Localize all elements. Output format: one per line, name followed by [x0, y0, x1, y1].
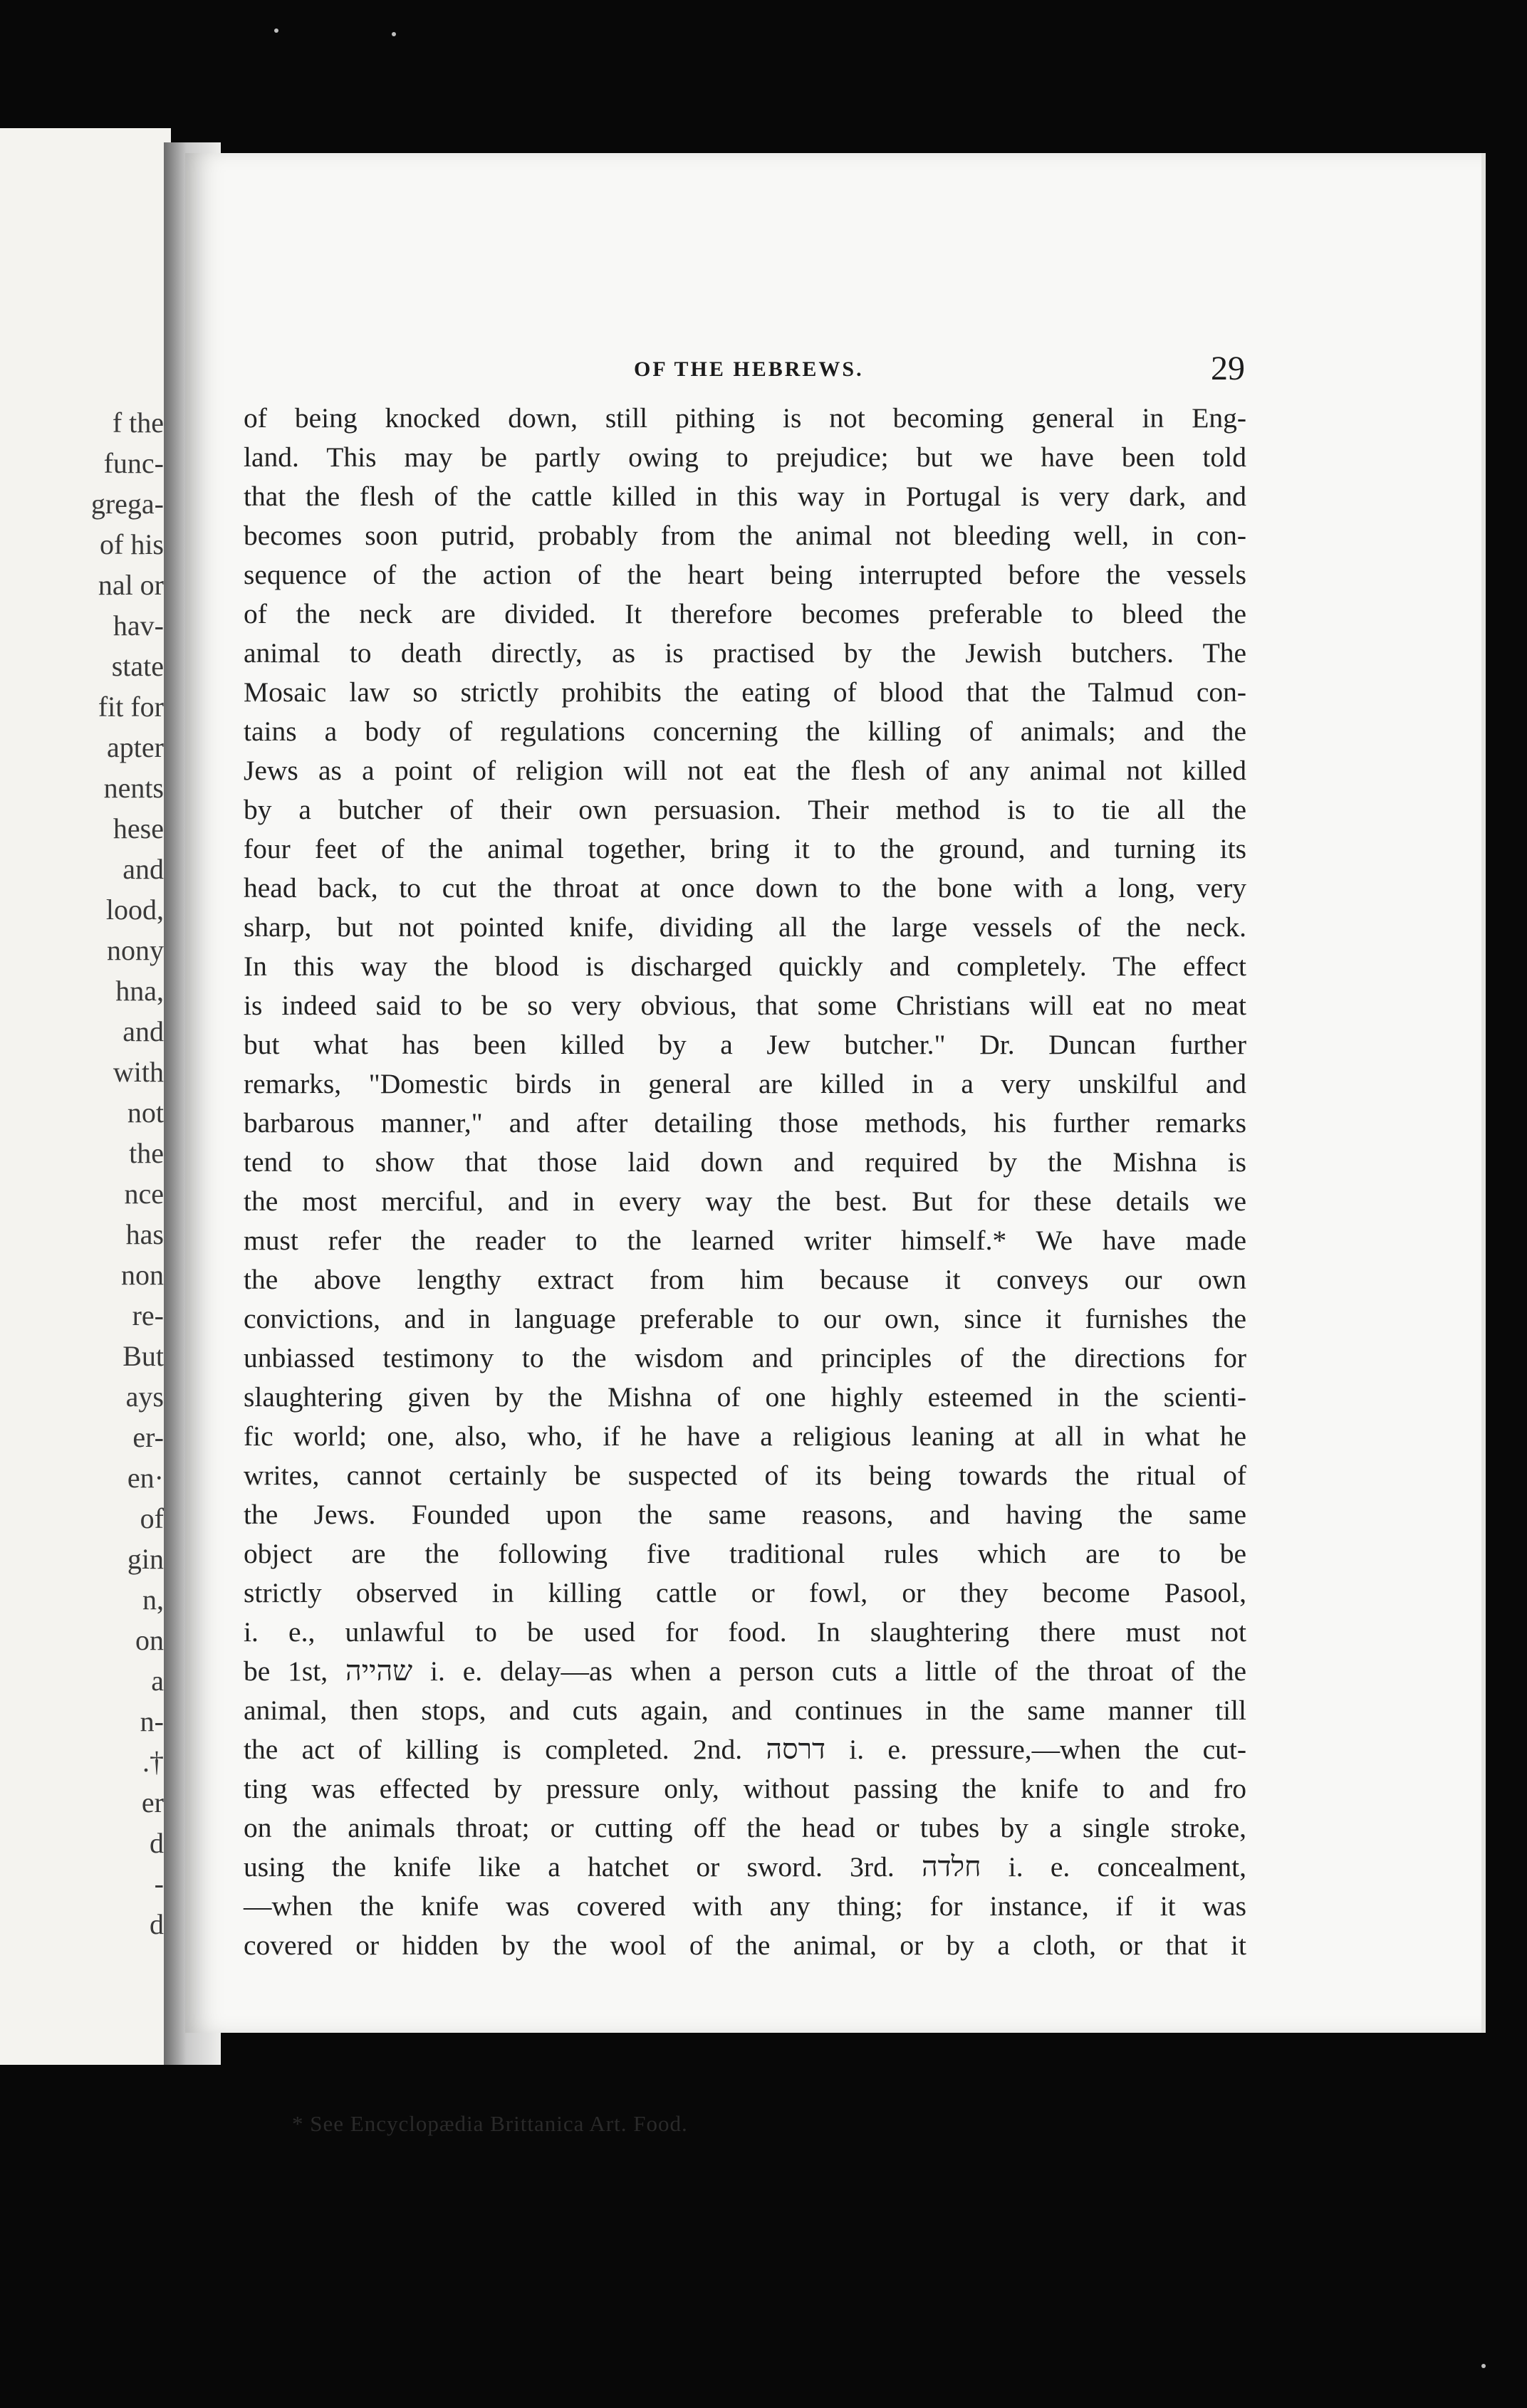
scan-speck [274, 28, 278, 33]
left-page-fragment: n- [140, 1705, 164, 1737]
left-page-fragment: and [123, 853, 164, 885]
left-page-fragment: has [125, 1218, 164, 1250]
running-title: OF THE HEBREWS. [634, 357, 864, 381]
text-line: unbiassed testimony to the wisdom and principles of the directions for [244, 1342, 1246, 1373]
left-page-fragment: d [150, 1827, 164, 1859]
text-line: but what has been killed by a Jew butcher." Dr. Duncan further [244, 1029, 1246, 1060]
text-line: slaughtering given by the Mishna of one highly esteemed in the scienti- [244, 1381, 1246, 1413]
left-page-fragment: hese [113, 812, 164, 844]
left-page-fragment: nal or [98, 569, 164, 601]
left-page-fragment: the [129, 1137, 164, 1169]
left-page-fragment: state [111, 650, 164, 682]
text-line: tains a body of regulations concerning the killing of animals; and the [244, 716, 1246, 747]
left-page-fragment: hav- [113, 609, 164, 642]
left-page-fragment: .† [142, 1746, 164, 1778]
left-page-fragment: on [135, 1624, 164, 1656]
body-text [244, 399, 1246, 1965]
scan-speck [1481, 2364, 1486, 2368]
text-line: the Jews. Founded upon the same reasons, and having the same [244, 1499, 1246, 1530]
left-page-fragment: of [140, 1502, 164, 1534]
text-line: four feet of the animal together, bring it to the ground, and turning its [244, 833, 1246, 864]
left-page-fragment: fit for [98, 691, 164, 723]
text-line: convictions, and in language preferable to our own, since it furnishes the [244, 1303, 1246, 1334]
page-number: 29 [1211, 350, 1245, 387]
left-page-fragment: d [150, 1908, 164, 1940]
left-page-fragment: er- [132, 1421, 164, 1453]
text-line: i. e., unlawful to be used for food. In slaughtering there must not [244, 1616, 1246, 1648]
text-line: barbarous manner," and after detailing those methods, his further remarks [244, 1107, 1246, 1138]
text-line: Jews as a point of religion will not eat the flesh of any animal not killed [244, 755, 1246, 786]
left-page-fragment: apter [107, 731, 164, 763]
left-page-fragment: func- [103, 447, 164, 479]
left-page-fragment: hna, [115, 975, 164, 1007]
left-page-fragment: gin [127, 1543, 164, 1575]
left-page-fragment: with [113, 1056, 164, 1088]
text-line: is indeed said to be so very obvious, that some Christians will eat no meat [244, 990, 1246, 1021]
left-page-fragment: and [123, 1015, 164, 1047]
left-page-fragment: nony [107, 934, 164, 966]
text-line: animal to death directly, as is practised by the Jewish butchers. The [244, 637, 1246, 669]
left-page-fragment: ays [125, 1381, 164, 1413]
text-line: tend to show that those laid down and required by the Mishna is [244, 1146, 1246, 1178]
text-line: by a butcher of their own persuasion. Their method is to tie all the [244, 794, 1246, 825]
text-line: of the neck are divided. It therefore becomes preferable to bleed the [244, 598, 1246, 629]
left-page-fragment: en· [127, 1462, 164, 1494]
text-line: on the animals throat; or cutting off the head or tubes by a single stroke, [244, 1812, 1246, 1843]
text-line: the most merciful, and in every way the best. But for these details we [244, 1185, 1246, 1217]
left-facing-page [0, 128, 171, 2065]
page-header [185, 349, 1453, 392]
text-line: be 1st, שהייה i. e. delay—as when a person cuts a little of the throat of the [244, 1655, 1246, 1687]
text-line: strictly observed in killing cattle or fowl, or they become Pasool, [244, 1577, 1246, 1608]
left-page-fragment: n, [142, 1583, 164, 1616]
text-line: fic world; one, also, who, if he have a religious leaning at all in what he [244, 1420, 1246, 1452]
left-page-fragment: of his [100, 528, 164, 560]
text-line: using the knife like a hatchet or sword. 3rd. חלדה i. e. concealment, [244, 1851, 1246, 1883]
text-line: In this way the blood is discharged quickly and completely. The effect [244, 951, 1246, 982]
left-page-fragment: - [154, 1868, 164, 1900]
left-page-fragment: But [123, 1340, 164, 1372]
text-line: of being knocked down, still pithing is not becoming general in Eng- [244, 402, 1246, 434]
text-line: sharp, but not pointed knife, dividing all the large vessels of the neck. [244, 911, 1246, 943]
text-line: the act of killing is completed. 2nd. דרסה i. e. pressure,—when the cut- [244, 1734, 1246, 1765]
text-line: animal, then stops, and cuts again, and continues in the same manner till [244, 1695, 1246, 1726]
scan-speck [392, 32, 396, 36]
text-line: becomes soon putrid, probably from the animal not bleeding well, in con- [244, 520, 1246, 551]
left-page-fragment: non [121, 1259, 164, 1291]
left-page-fragment: lood, [105, 894, 164, 926]
text-line: head back, to cut the throat at once down to the bone with a long, very [244, 872, 1246, 904]
left-page-fragment: re- [132, 1299, 164, 1331]
text-line: that the flesh of the cattle killed in this way in Portugal is very dark, and [244, 481, 1246, 512]
text-line: land. This may be partly owing to prejudice; but we have been told [244, 441, 1246, 473]
text-line: must refer the reader to the learned writer himself.* We have made [244, 1225, 1246, 1256]
text-line: covered or hidden by the wool of the animal, or by a cloth, or that it [244, 1930, 1246, 1961]
text-line: Mosaic law so strictly prohibits the eating of blood that the Talmud con- [244, 676, 1246, 708]
left-page-fragment: grega- [90, 488, 164, 520]
left-page-fragment: nce [124, 1178, 164, 1210]
left-page-fragment: not [127, 1096, 164, 1129]
text-line: —when the knife was covered with any thing; for instance, if it was [244, 1890, 1246, 1922]
left-page-fragment: a [151, 1665, 164, 1697]
left-page-fragment: er [141, 1786, 164, 1818]
text-line: remarks, "Domestic birds in general are killed in a very unskilful and [244, 1068, 1246, 1099]
text-line: the above lengthy extract from him because it conveys our own [244, 1264, 1246, 1295]
footnote: * See Encyclopædia Brittanica Art. Food. [292, 2111, 688, 2136]
left-page-fragment: f the [112, 407, 164, 439]
left-page-fragment: nents [103, 772, 164, 804]
text-line: object are the following five traditional rules which are to be [244, 1538, 1246, 1569]
book-page [185, 153, 1486, 2033]
text-line: ting was effected by pressure only, without passing the knife to and fro [244, 1773, 1246, 1804]
text-line: sequence of the action of the heart being interrupted before the vessels [244, 559, 1246, 590]
text-line: writes, cannot certainly be suspected of its being towards the ritual of [244, 1460, 1246, 1491]
